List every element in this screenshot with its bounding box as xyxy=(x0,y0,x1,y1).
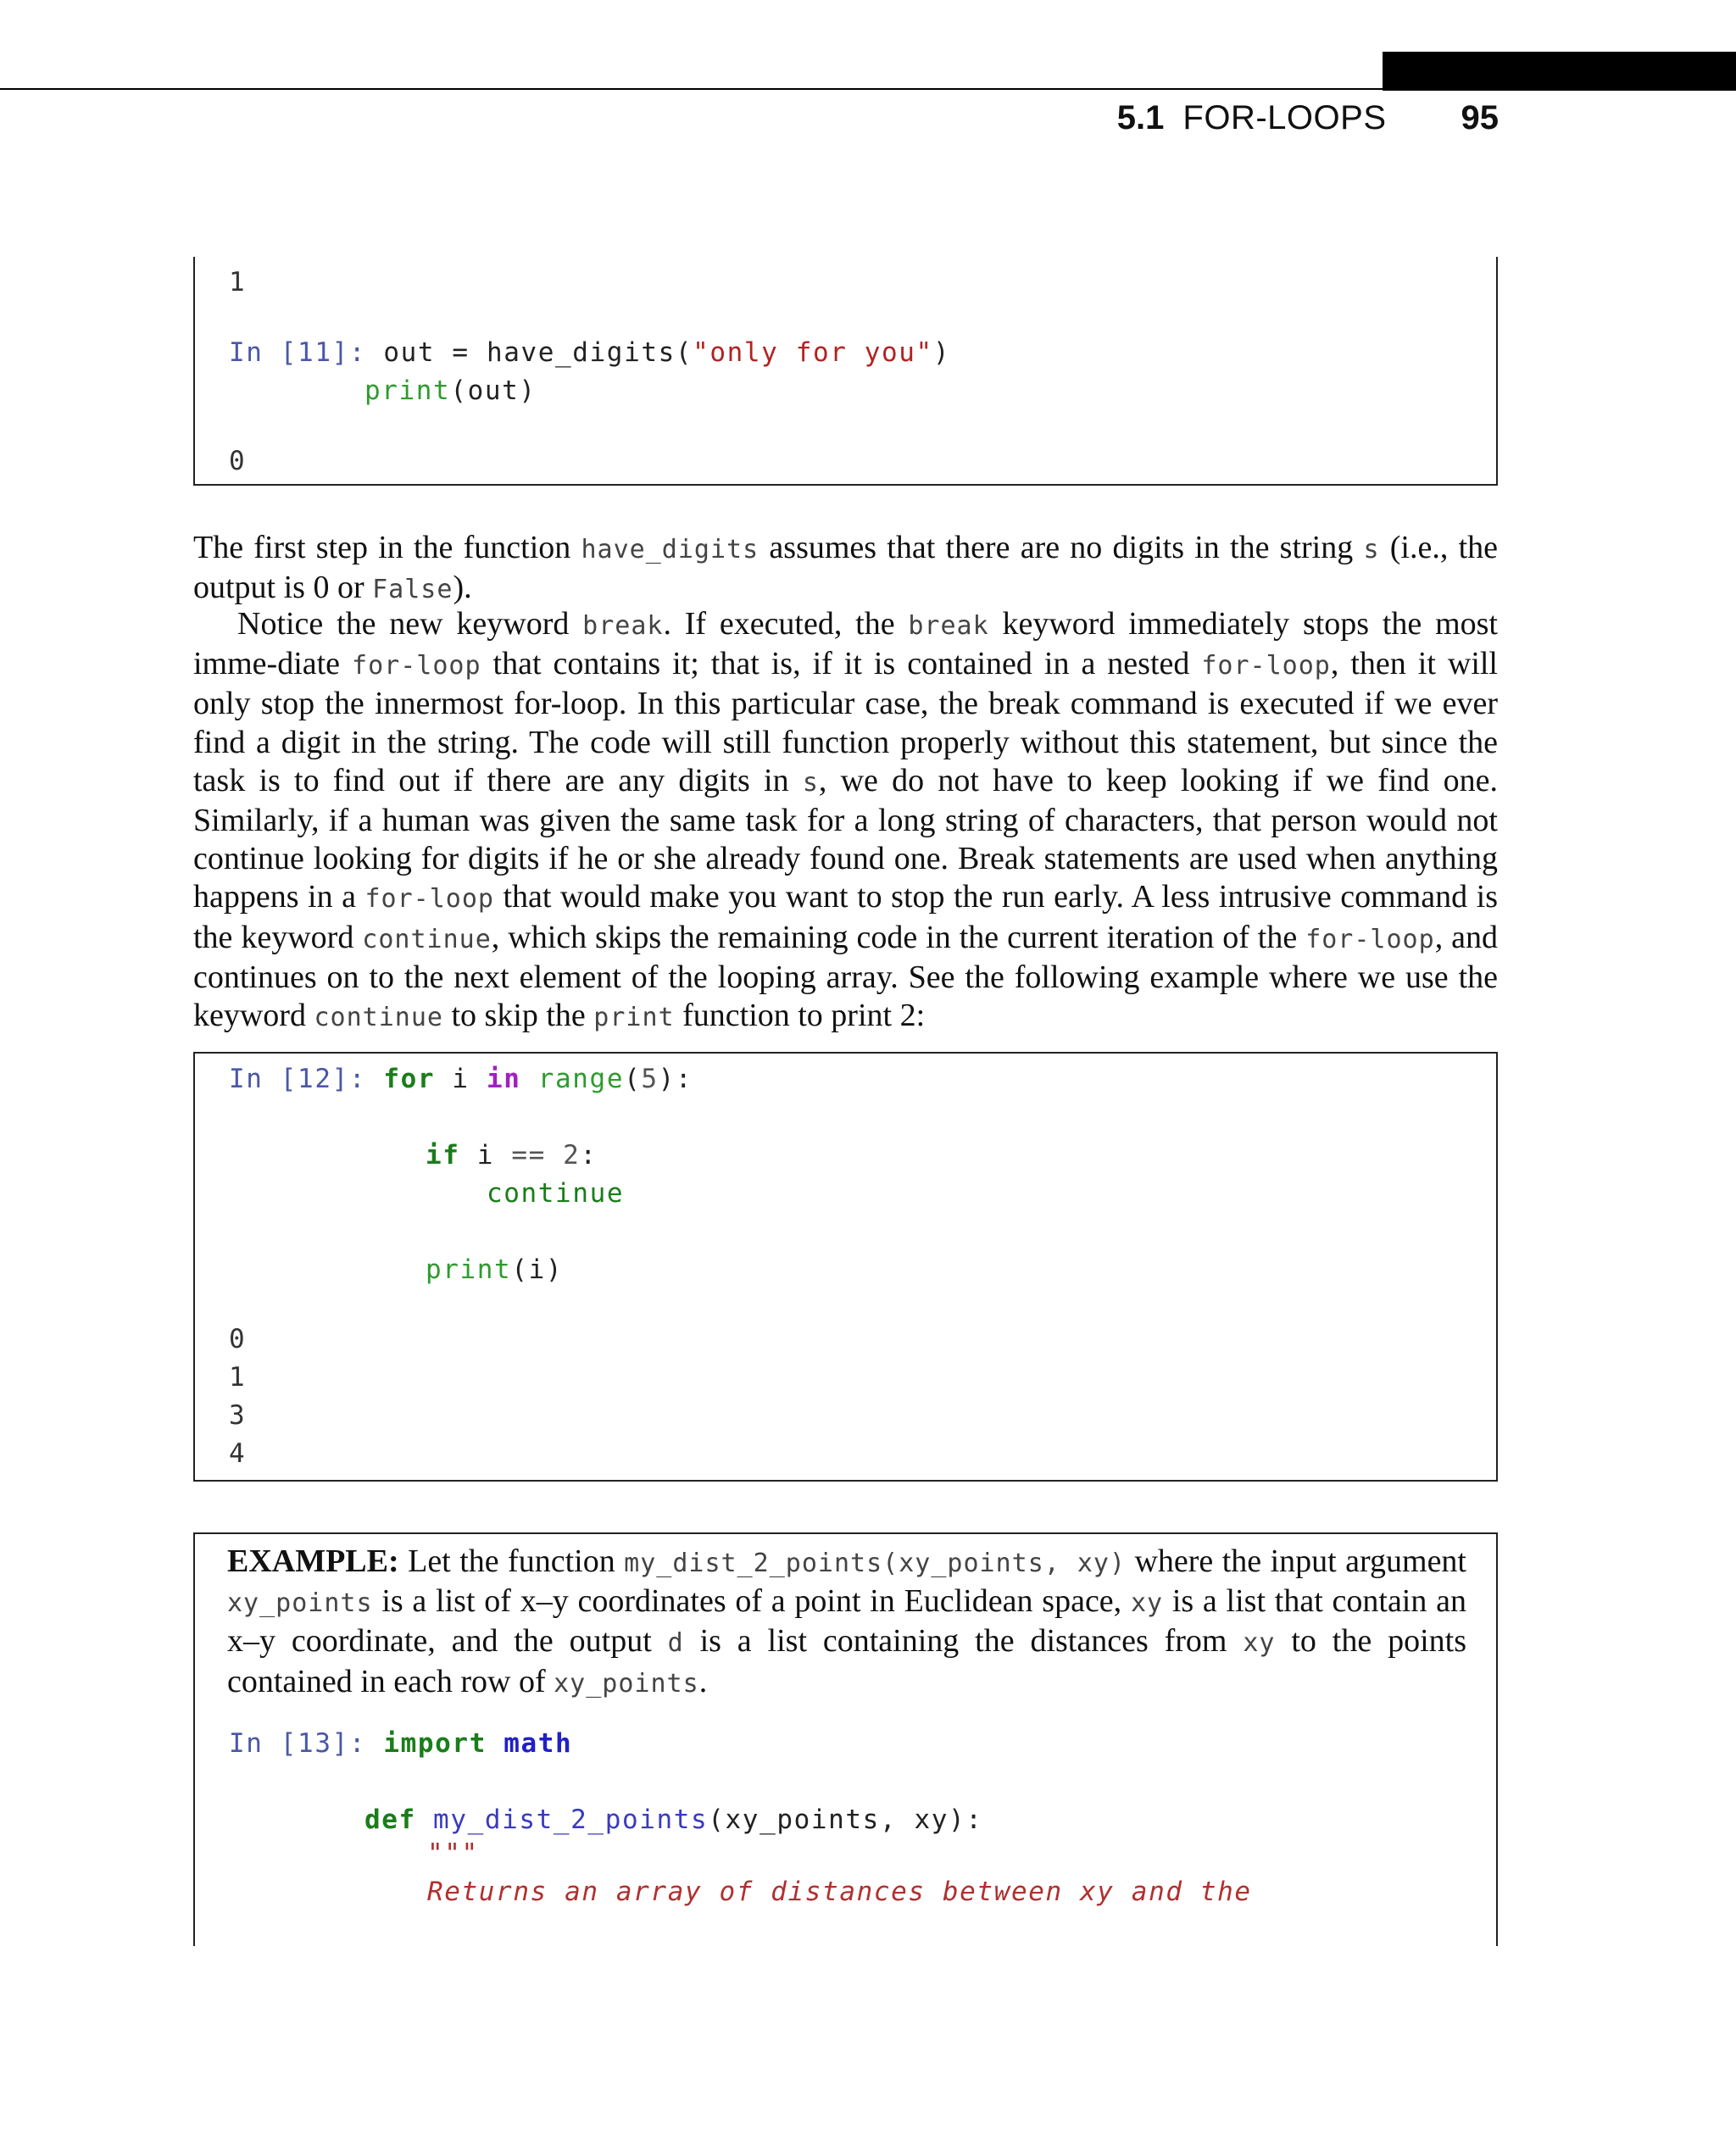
header-black-tab xyxy=(1383,52,1736,91)
operator: == xyxy=(511,1140,546,1171)
keyword-if: if xyxy=(426,1140,460,1171)
code-line xyxy=(426,1137,598,1175)
code-text: (i) xyxy=(511,1254,564,1285)
code-text: (xy_points, xy): xyxy=(708,1805,983,1835)
inline-code: for-loop xyxy=(364,884,494,915)
builtin-function: range xyxy=(520,1064,625,1094)
inline-code: xy xyxy=(1130,1588,1164,1619)
code-line xyxy=(229,1725,572,1763)
paragraph-1: The first step in the function have_digits assumes that there are no digits in the string s (i.e., the output is 0 or False). xyxy=(193,530,1498,606)
code-block-1 xyxy=(193,257,1498,486)
code-output: 1 xyxy=(229,1362,247,1393)
keyword-import: import xyxy=(383,1728,487,1759)
keyword-continue: continue xyxy=(487,1178,625,1209)
code-text: : xyxy=(580,1140,598,1171)
running-head xyxy=(1117,95,1499,141)
inline-code: print xyxy=(593,1003,675,1033)
keyword-in: in xyxy=(486,1064,521,1094)
inline-code: for-loop xyxy=(352,651,481,681)
code-line xyxy=(487,1175,624,1213)
builtin-function: print xyxy=(364,375,451,406)
module-name: math xyxy=(486,1728,573,1759)
inline-code: my_dist_2_points(xy_points, xy) xyxy=(624,1549,1127,1578)
code-line xyxy=(229,1060,693,1098)
code-text: (out) xyxy=(450,375,537,406)
inline-code: for-loop xyxy=(1201,651,1331,681)
section-title: FOR-LOOPS xyxy=(1182,98,1387,136)
code-text: out = have_digits( xyxy=(383,337,693,368)
code-line xyxy=(364,1801,983,1839)
paragraph-2: Notice the new keyword break. If executed, the break keyword immediately stops the most imme-diate for-loop that contains it; that is, if it is contained in a nested for-loop, then it will only stop the innermost for-loop. In this particular case, the break command is executed if we ever find a digit in the string. The code will still function properly without this statement, but since the task is to find out if there are any digits in s, we do not have to keep looking if we find one. Similarly, if a human was given the same task for a long string of characters, that person would not continue looking for digits if he or she already found one. Break statements are used when anything happens in a for-loop that would make you want to stop the run early. A less intrusive command is the keyword continue, which skips the remaining code in the current iteration of the for-loop, and continues on to the next element of the looping array. See the following example where we use the keyword continue to skip the print function to print 2: xyxy=(193,606,1499,1034)
inline-code: s xyxy=(802,767,819,798)
inline-code: d xyxy=(667,1628,684,1659)
inline-code: break xyxy=(908,611,989,641)
example-label: EXAMPLE: xyxy=(227,1543,399,1579)
keyword-def: def xyxy=(364,1805,416,1835)
builtin-function: print xyxy=(426,1254,512,1285)
example-description: EXAMPLE: Let the function my_dist_2_points(xy_points, xy) where the input argument xy_points is a list of x–y coordinates of a point in Euclidean space, xy is a list that contain an x–y coordinate, and the output d is a list containing the distances from xy to the points contained in each row of xy_points. xyxy=(227,1543,1466,1699)
code-output: 4 xyxy=(229,1438,247,1469)
number-literal: 2 xyxy=(545,1140,581,1171)
inline-code: False xyxy=(372,575,453,605)
inline-code: for-loop xyxy=(1305,924,1435,954)
inline-code: s xyxy=(1363,535,1380,564)
input-prompt: In [12]: xyxy=(229,1064,367,1094)
code-text: ( xyxy=(624,1064,642,1094)
code-output: 1 xyxy=(229,267,247,298)
inline-code: continue xyxy=(362,924,492,954)
code-line xyxy=(229,334,950,372)
code-output: 3 xyxy=(229,1400,247,1431)
code-text: ): xyxy=(658,1064,693,1094)
inline-code: xy xyxy=(1243,1628,1276,1659)
inline-code: xy_points xyxy=(554,1668,699,1699)
code-block-2 xyxy=(193,1052,1498,1482)
code-text: ) xyxy=(932,337,951,368)
inline-code: xy_points xyxy=(227,1588,373,1619)
docstring-open: """ xyxy=(427,1838,479,1869)
page-number: 95 xyxy=(1461,98,1499,136)
input-prompt: In [11]: xyxy=(229,337,367,368)
code-line xyxy=(426,1251,563,1289)
code-line xyxy=(364,372,537,410)
code-output: 0 xyxy=(229,446,247,476)
number-literal: 5 xyxy=(641,1064,659,1094)
code-output: 0 xyxy=(229,1324,247,1354)
example-box xyxy=(193,1532,1498,1946)
function-name: my_dist_2_points xyxy=(415,1805,709,1835)
section-number: 5.1 xyxy=(1116,98,1165,136)
header-rule xyxy=(0,88,1383,90)
inline-code: have_digits xyxy=(581,535,760,564)
inline-code: break xyxy=(582,611,664,641)
string-literal: "only for you" xyxy=(693,337,933,368)
input-prompt: In [13]: xyxy=(229,1728,367,1759)
code-text: i xyxy=(459,1140,512,1171)
inline-code: continue xyxy=(314,1003,443,1033)
code-text: i xyxy=(435,1064,487,1094)
docstring-line: Returns an array of distances between xy and the xyxy=(427,1877,1252,1907)
keyword-for: for xyxy=(383,1064,436,1094)
